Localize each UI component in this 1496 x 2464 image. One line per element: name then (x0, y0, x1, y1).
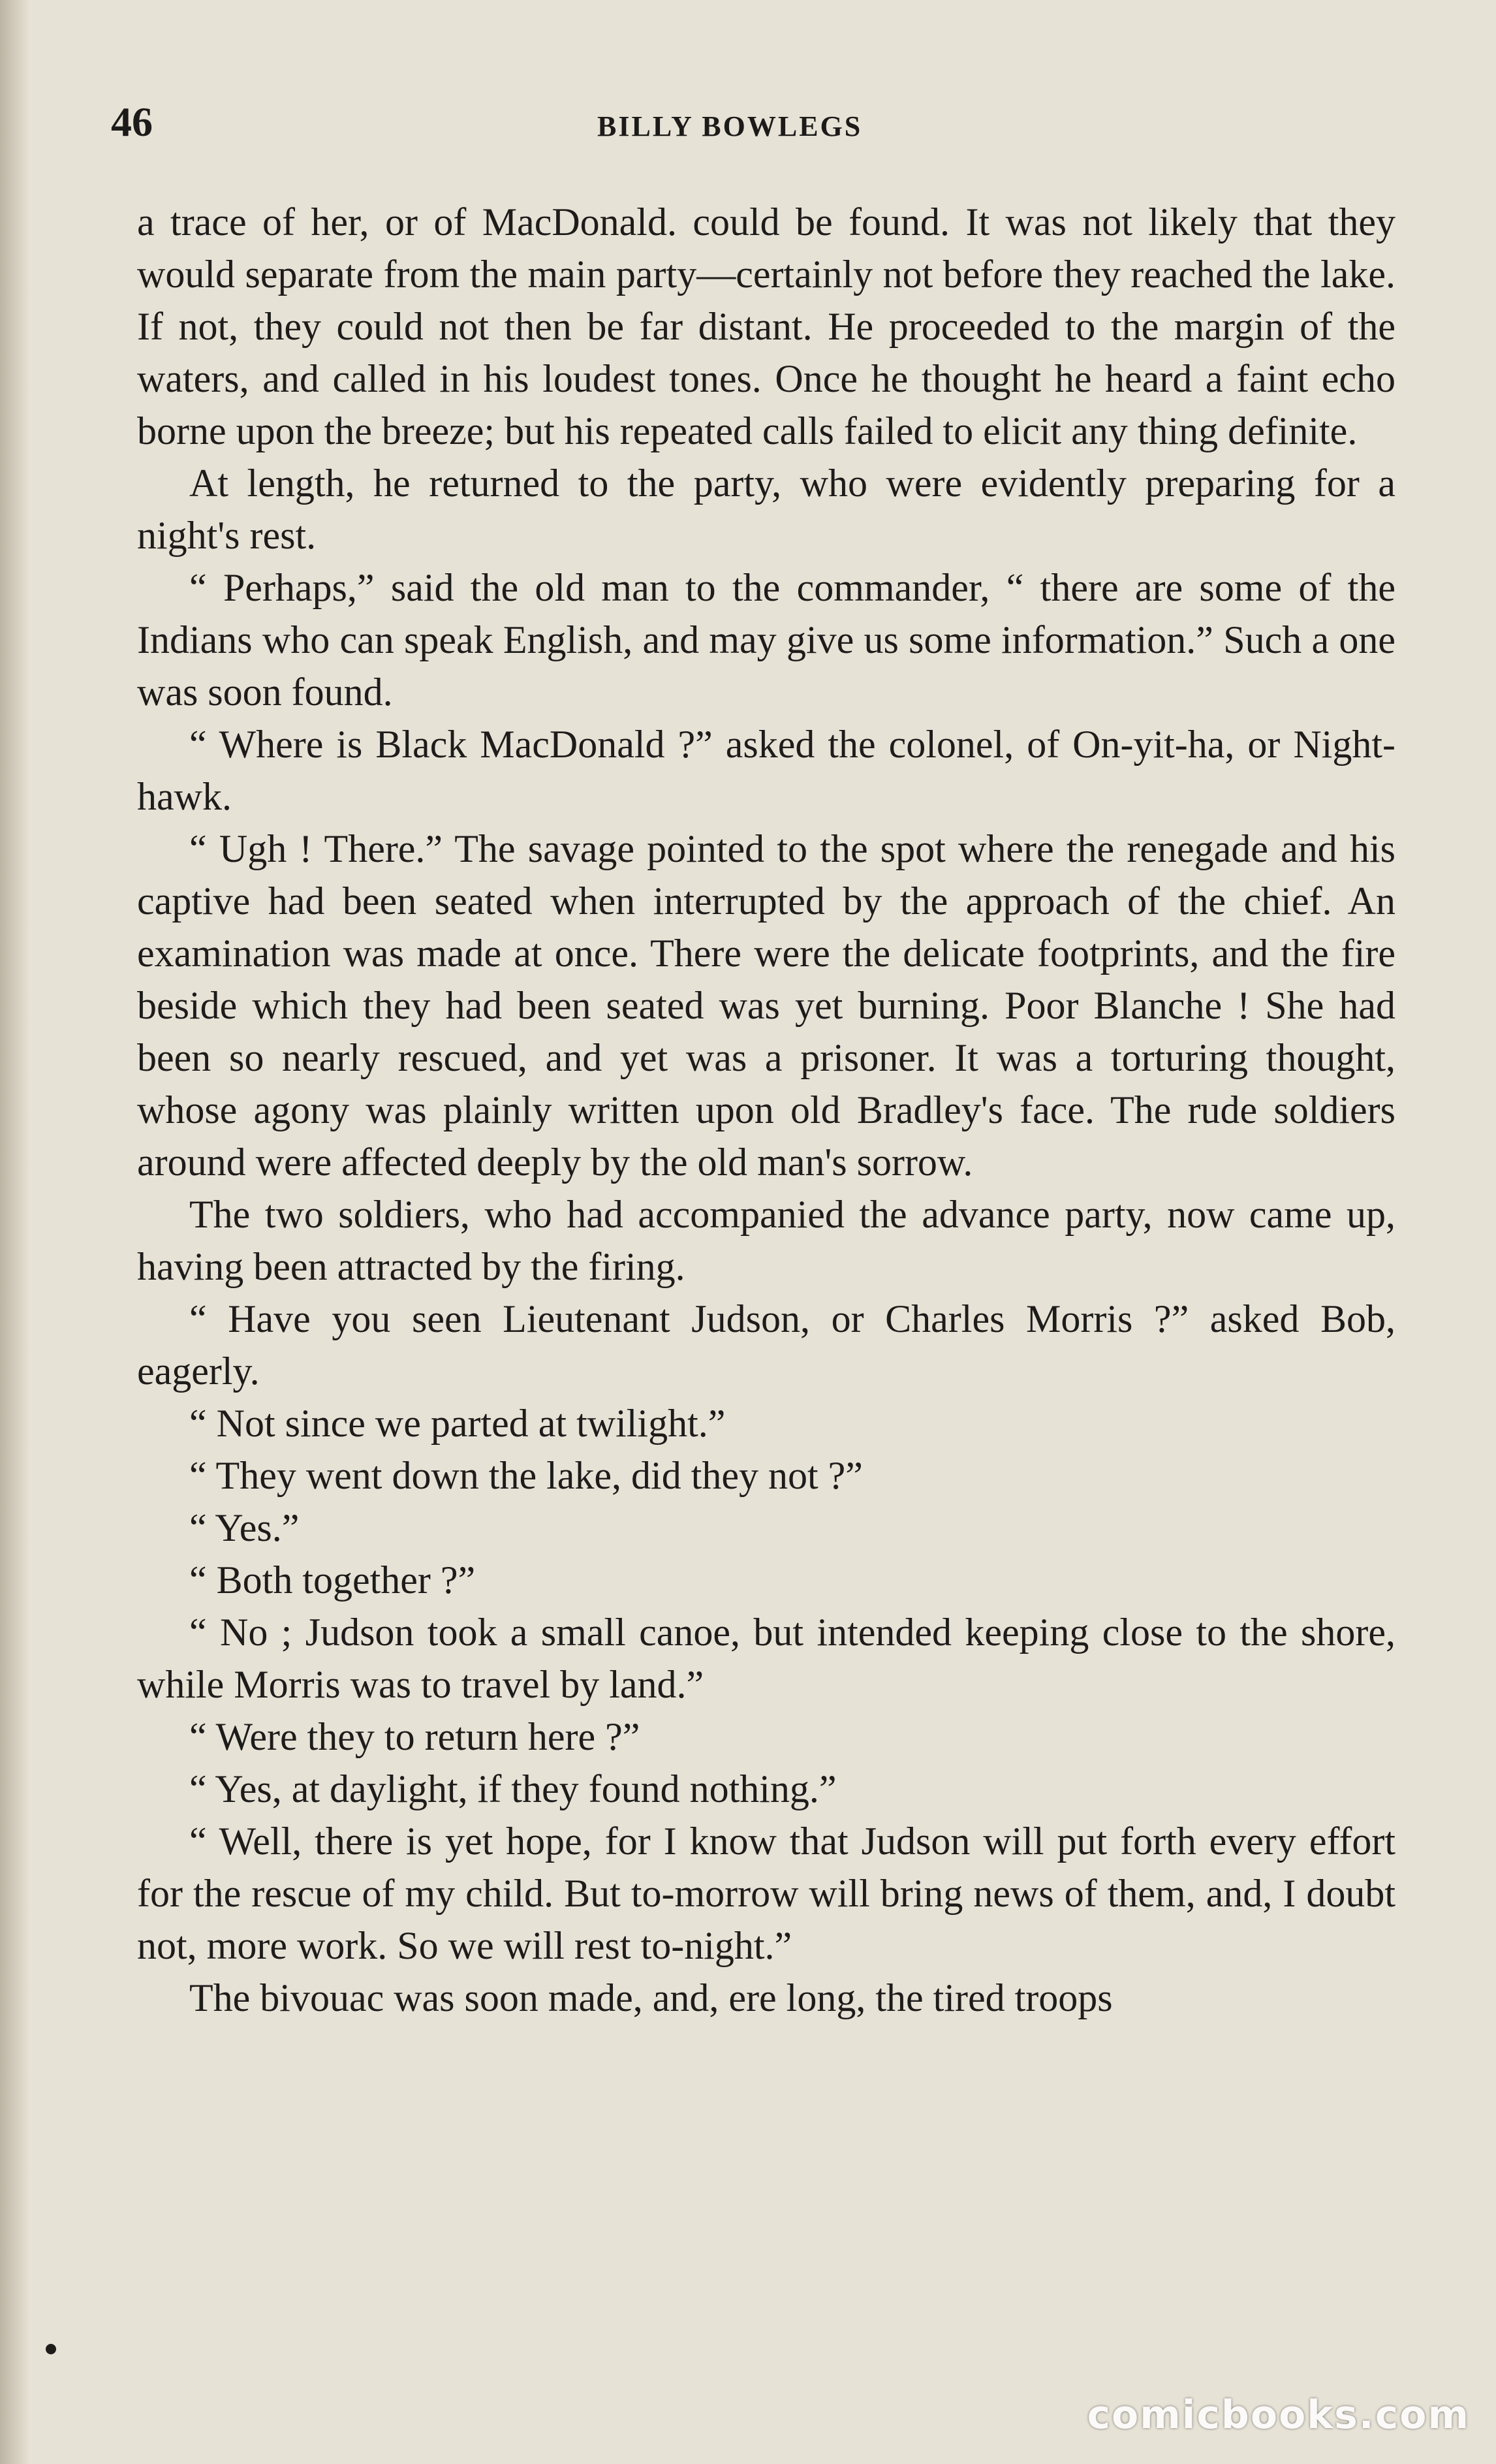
body-text (137, 196, 1395, 2024)
page-header (111, 91, 1397, 163)
paragraph: “ Ugh ! There.” The savage pointed to the spot where the renegade and his captive had been seated when interrupted by the approach of the chief. An examination was made at once. There were the delicate footprints, and the fire beside which they had been seated was yet burning. Poor Blanche ! She had been so nearly rescued, and yet was a prisoner. It was a torturing thought, whose agony was plainly written upon old Bradley's face. The rude soldiers around were affected deeply by the old man's sorrow. (137, 827, 1395, 1184)
paragraph: a trace of her, or of MacDonald. could be found. It was not likely that they would separate from the main party—certainly not before they reached the lake. If not, they could not then be far distant. He proceeded to the margin of the waters, and called in his loudest tones. Once he thought he heard a faint echo borne upon the breeze; but his repeated calls failed to elicit any thing definite. (137, 200, 1395, 452)
running-head: BILLY BOWLEGS (597, 110, 863, 142)
ink-dot (46, 2344, 56, 2354)
paragraph: “ They went down the lake, did they not ?” (189, 1454, 863, 1497)
paragraph: “ Where is Black MacDonald ?” asked the colonel, of On-yit-ha, or Night-hawk. (137, 723, 1395, 818)
paragraph: The bivouac was soon made, and, ere long, the tired troops (189, 1976, 1113, 2019)
paragraph: “ Perhaps,” said the old man to the commander, “ there are some of the Indians who can speak English, and may give us some information.” Such a one was soon found. (137, 566, 1395, 714)
paragraph: “ Not since we parted at twilight.” (189, 1402, 726, 1445)
watermark: comicbooks.com (1087, 2392, 1470, 2438)
paragraph: “ Yes.” (189, 1506, 300, 1549)
paragraph: “ Both together ?” (189, 1558, 476, 1602)
paragraph: “ No ; Judson took a small canoe, but intended keeping close to the shore, while Morris was to travel by land.” (137, 1611, 1395, 1706)
paragraph: “ Yes, at daylight, if they found nothing.” (189, 1767, 837, 1810)
paragraph: “ Well, there is yet hope, for I know that Judson will put forth every effort for the rescue of my child. But to-morrow will bring news of them, and, I doubt not, more work. So we will rest to-night.” (137, 1820, 1395, 1967)
paragraph: The two soldiers, who had accompanied the advance party, now came up, having been attracted by the firing. (137, 1193, 1395, 1288)
paragraph: At length, he returned to the party, who were evidently preparing for a night's rest. (137, 462, 1395, 557)
paragraph: “ Were they to return here ?” (189, 1715, 640, 1758)
paragraph: “ Have you seen Lieutenant Judson, or Charles Morris ?” asked Bob, eagerly. (137, 1297, 1395, 1393)
page-number: 46 (111, 99, 153, 145)
binding-shadow (0, 0, 30, 2464)
